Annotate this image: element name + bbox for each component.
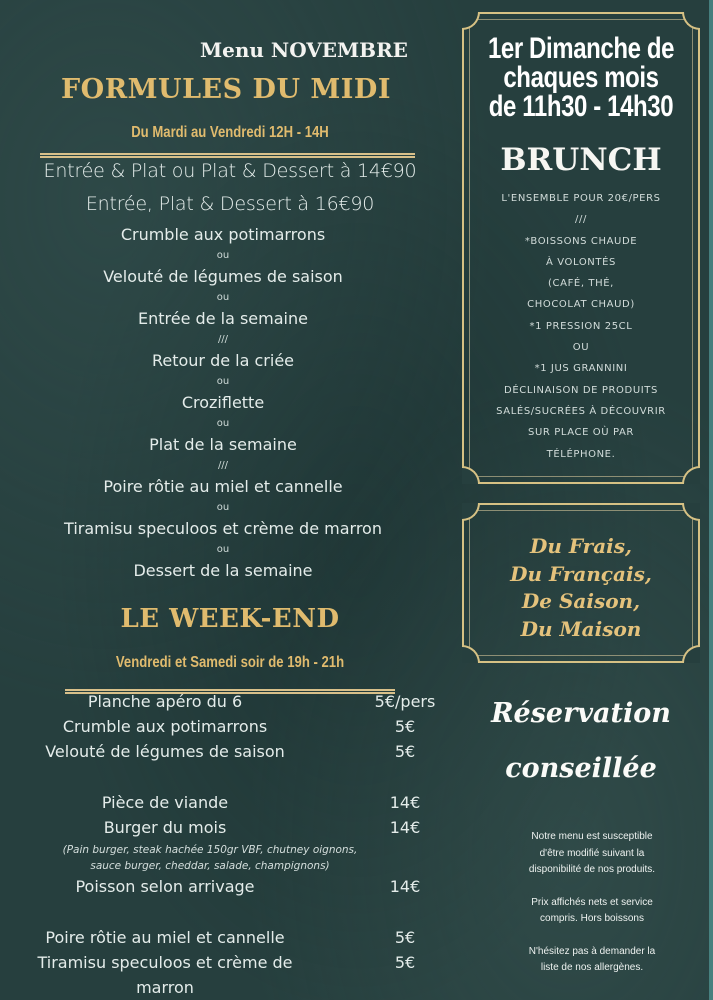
menu-row	[0, 692, 450, 717]
menu-row	[0, 717, 450, 742]
dish-price: 5€	[394, 953, 416, 972]
menu-row	[0, 818, 450, 843]
brunch-schedule	[487, 34, 674, 121]
note-line: liste de nos allergènes.	[540, 962, 644, 973]
page-edge	[709, 0, 713, 1000]
brunch-line: SALÉS/SUCRÉES À DÉCOUVRIR	[496, 405, 666, 417]
values-panel	[462, 503, 700, 663]
note-line: d'être modifié suivant la	[539, 847, 645, 859]
list-item: Tiramisu speculoos et crème de marron	[64, 519, 382, 538]
value-line: Du Maison	[520, 616, 642, 641]
list-item: Croziflette	[181, 393, 265, 412]
frame-corner	[462, 645, 480, 663]
weekend-title: LE WEEK-END	[120, 604, 340, 634]
headline-line: 1er Dimanche de	[487, 32, 675, 65]
frame-corner	[682, 12, 700, 30]
brunch-panel	[462, 12, 700, 484]
dish-name: Poire rôtie au miel et cannelle	[45, 928, 285, 947]
frame-corner	[682, 645, 700, 663]
dish-name: marron	[136, 978, 194, 997]
dish-name: Poisson selon arrivage	[75, 877, 255, 896]
list-item: Dessert de la semaine	[133, 561, 313, 580]
frame-corner	[462, 12, 480, 30]
menu-row	[0, 953, 450, 978]
values-slogan	[464, 533, 698, 643]
footer-notes	[478, 829, 706, 993]
brunch-line: *1 PRESSION 25CL	[529, 320, 633, 332]
note-line: Prix affichés nets et service	[531, 896, 653, 908]
brunch-line: TÉLÉPHONE.	[546, 448, 616, 460]
list-item: Retour de la criée	[151, 351, 295, 370]
burger-description	[60, 842, 360, 874]
brunch-line: DÉCLINAISON DE PRODUITS	[504, 384, 658, 396]
brunch-title: BRUNCH	[500, 142, 662, 178]
formules-list	[0, 224, 446, 582]
separator: ou	[216, 292, 230, 303]
menu-row	[0, 928, 450, 953]
dish-name: Tiramisu speculoos et crème de	[37, 953, 293, 972]
dish-price: 14€	[389, 793, 421, 812]
value-line: Du Français,	[510, 561, 652, 586]
separator: ou	[216, 502, 230, 513]
list-item: Plat de la semaine	[149, 435, 297, 454]
list-item: Crumble aux potimarrons	[120, 225, 326, 244]
reservation-heading: Réservation	[491, 698, 671, 729]
dish-price: 5€	[394, 742, 416, 761]
menu-row-continued	[0, 978, 450, 1000]
separator: ou	[216, 250, 230, 261]
menu-row	[0, 742, 450, 767]
brunch-details	[464, 188, 698, 465]
brunch-line: ///	[575, 214, 587, 226]
weekend-hours: Vendredi et Samedi soir de 19h - 21h	[115, 654, 345, 671]
reservation-heading: conseillée	[505, 753, 657, 784]
formula-offer-1: Entrée & Plat ou Plat & Dessert à 14€90	[43, 160, 417, 182]
note-line: (Pain burger, steak hachée 150gr VBF, chutney oignons,	[62, 844, 358, 856]
menu-title: Menu NOVEMBRE	[200, 38, 408, 62]
brunch-line: L'ENSEMBLE POUR 20€/PERS	[501, 193, 661, 204]
dish-name: Crumble aux potimarrons	[62, 717, 268, 736]
note-availability	[478, 829, 706, 879]
note-line: Notre menu est susceptible	[531, 831, 653, 842]
list-item: Velouté de légumes de saison	[103, 267, 343, 286]
frame-corner	[462, 466, 480, 484]
brunch-line: *BOISSONS CHAUDE	[524, 235, 638, 247]
note-line: sauce burger, cheddar, salade, champignons)	[90, 860, 330, 872]
list-item: Poire rôtie au miel et cannelle	[103, 477, 343, 496]
formula-offer-2: Entrée, Plat & Dessert à 16€90	[85, 193, 375, 215]
dish-price: 5€	[394, 717, 416, 736]
frame-corner	[682, 466, 700, 484]
brunch-line: SUR PLACE OÙ PAR	[528, 427, 634, 439]
formules-title: FORMULES DU MIDI	[61, 74, 391, 105]
formules-hours: Du Mardi au Vendredi 12H - 14H	[131, 124, 329, 141]
note-line: disponibilité de nos produits.	[528, 864, 656, 875]
dish-name: Velouté de légumes de saison	[45, 742, 285, 761]
separator: ou	[216, 376, 230, 387]
divider	[40, 153, 415, 158]
dish-price: 5€	[394, 928, 416, 947]
note-line: N'hésitez pas à demander la	[528, 945, 656, 957]
frame-corner	[462, 503, 480, 521]
dish-price: 14€	[389, 818, 421, 837]
frame-corner	[682, 503, 700, 521]
menu-row	[0, 793, 450, 818]
note-allergens	[478, 944, 706, 977]
brunch-line: *1 JUS GRANNINI	[534, 363, 628, 375]
separator: ///	[217, 334, 229, 345]
list-item: Entrée de la semaine	[138, 309, 308, 328]
dish-price: 14€	[389, 877, 421, 896]
note-prices	[478, 895, 706, 928]
value-line: De Saison,	[521, 589, 641, 613]
dish-name: Planche apéro du 6	[87, 692, 243, 711]
separator: ou	[216, 418, 230, 429]
brunch-line: OU	[572, 342, 590, 354]
brunch-line: À VOLONTÉS	[546, 256, 616, 268]
brunch-line: (CAFÉ, THÉ,	[548, 278, 614, 290]
headline-line: chaques mois	[503, 61, 659, 94]
dish-price: 5€/pers	[374, 692, 436, 711]
separator: ///	[217, 460, 229, 471]
dish-name: Burger du mois	[103, 818, 227, 837]
separator: ou	[216, 544, 230, 555]
note-line: compris. Hors boissons	[540, 913, 644, 924]
headline-line: de 11h30 - 14h30	[488, 90, 674, 123]
menu-row	[0, 877, 450, 902]
brunch-line: CHOCOLAT CHAUD)	[527, 299, 635, 311]
value-line: Du Frais,	[529, 534, 632, 558]
dish-name: Pièce de viande	[101, 793, 229, 812]
